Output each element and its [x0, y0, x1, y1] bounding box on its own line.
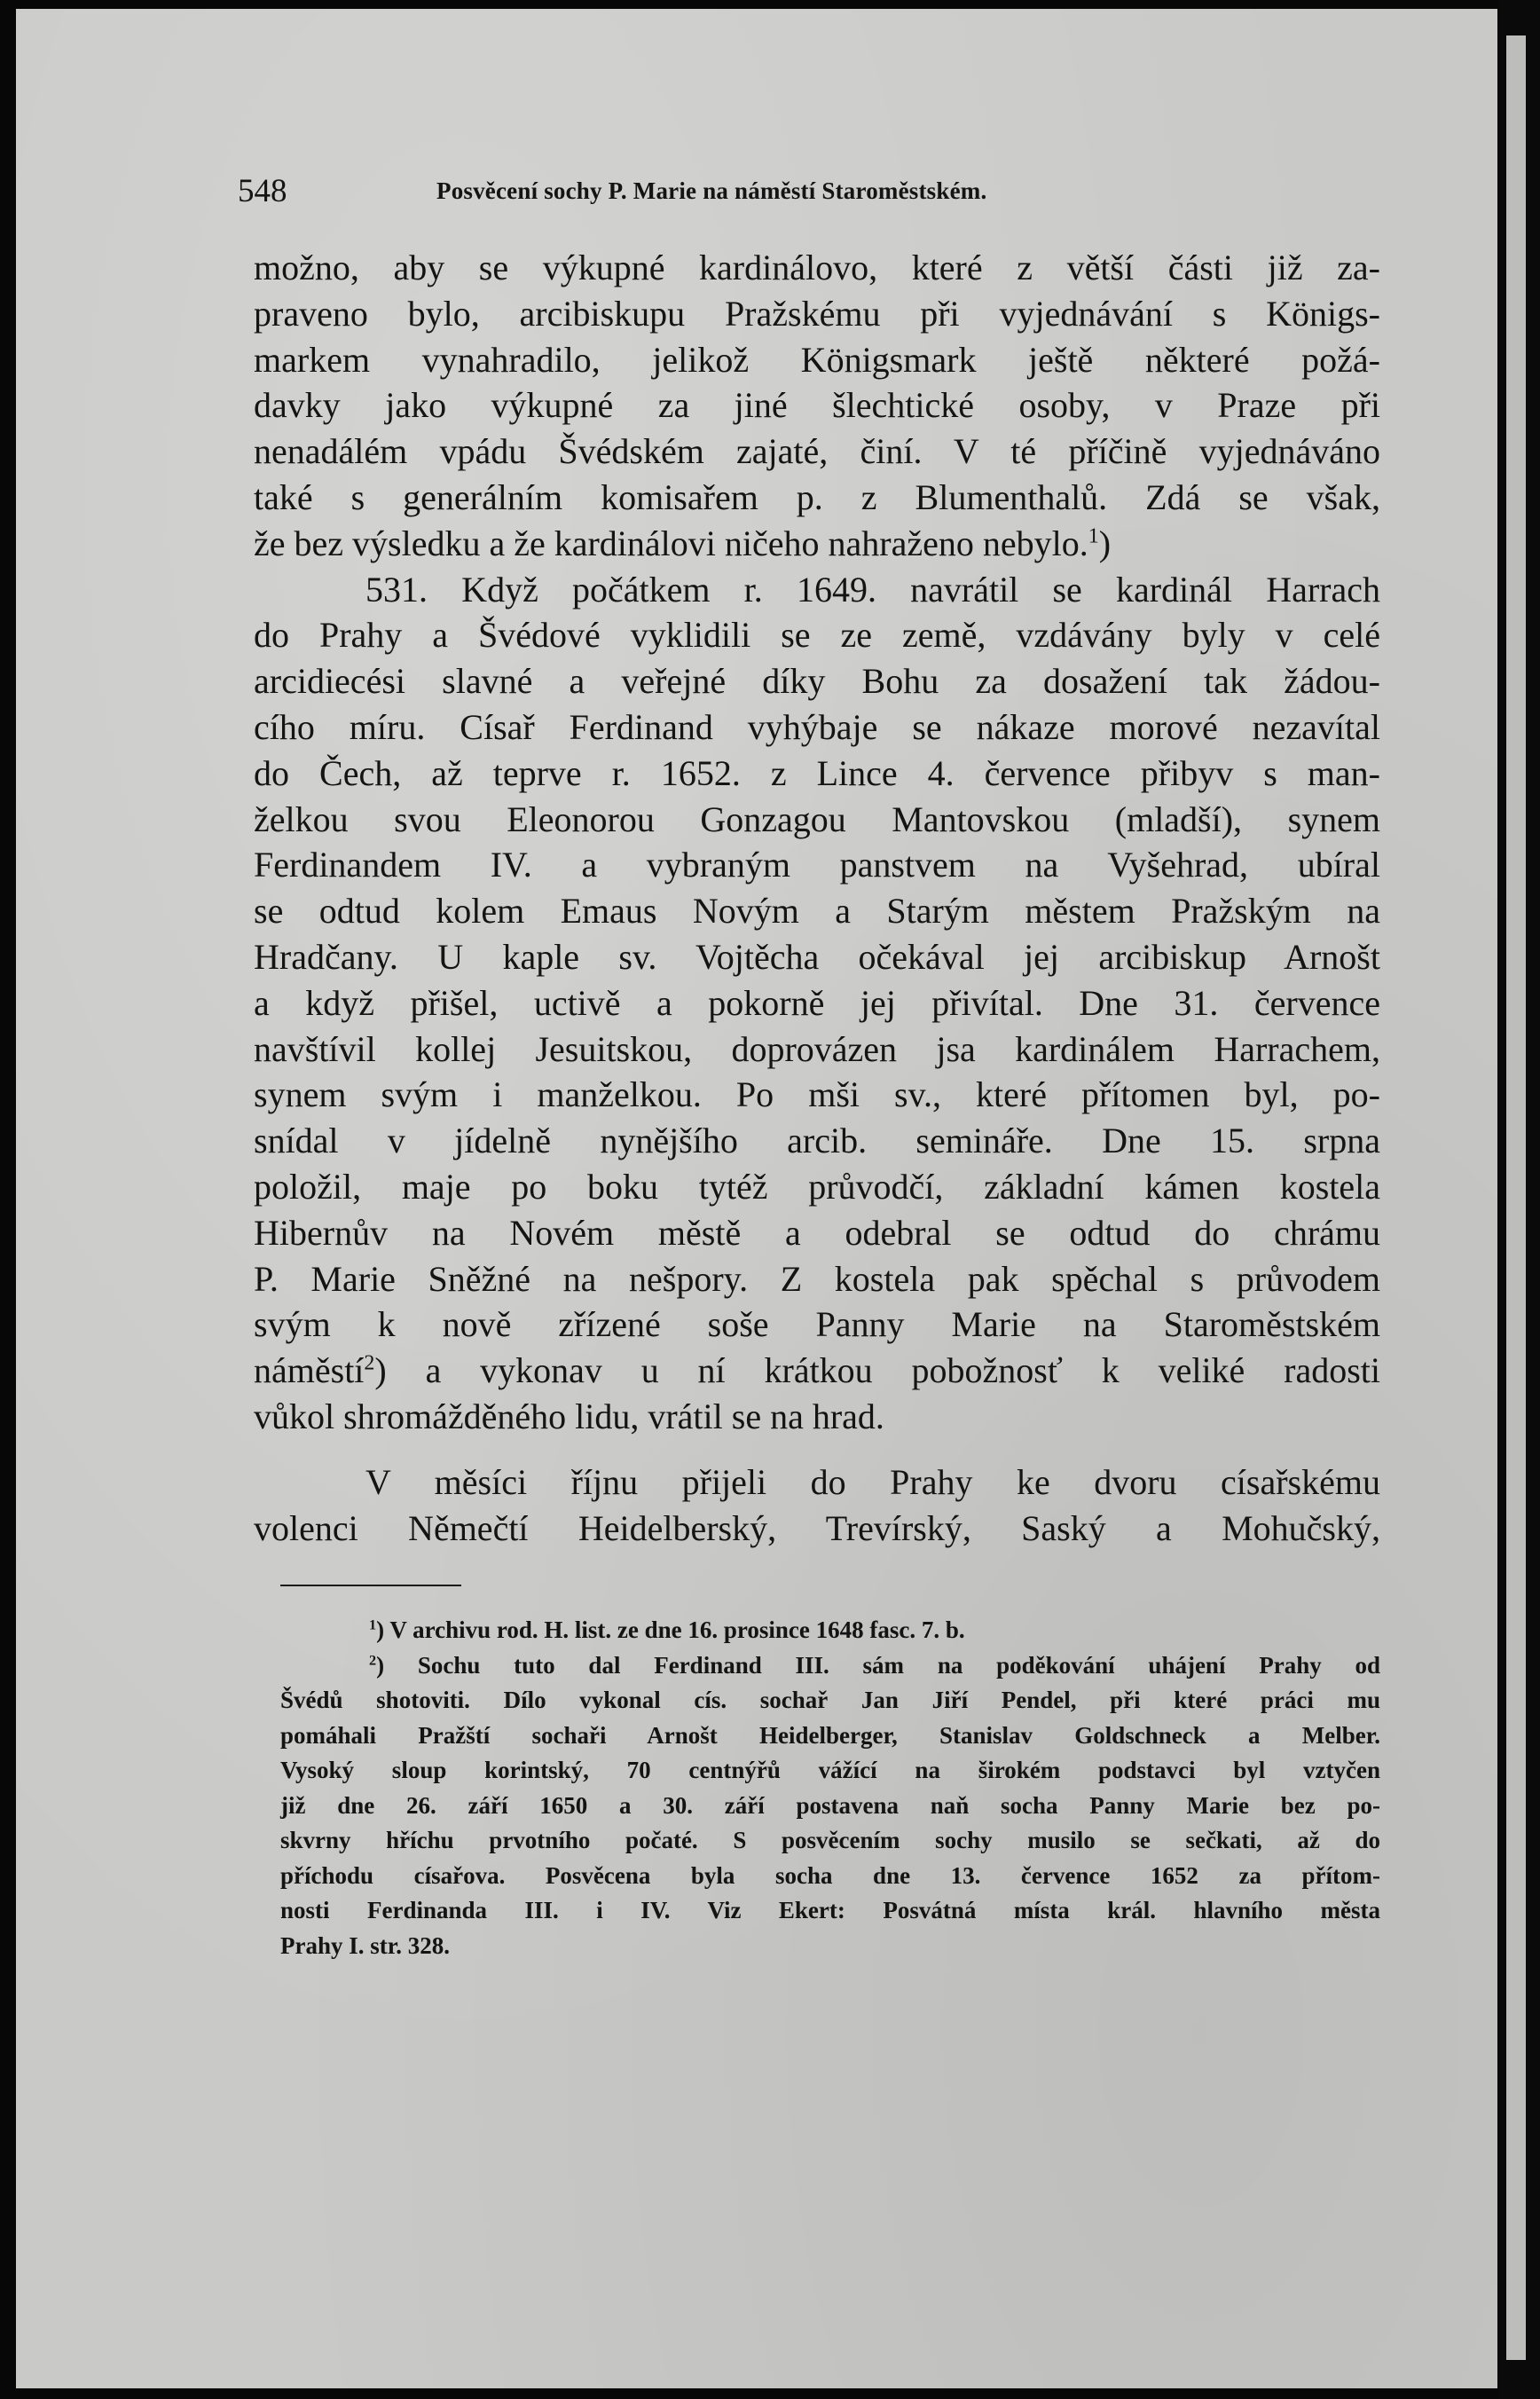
footnote-1	[280, 1613, 1380, 1648]
book-page	[16, 9, 1497, 2388]
text-line: markem vynahradilo, jelikož Königsmark ještě některé požá-	[254, 339, 1380, 380]
footnote-marker: 2	[369, 1651, 377, 1668]
text-line: do Prahy a Švédové vyklidili se ze země, vzdávány byly v celé	[254, 615, 1380, 656]
text-line: nenadálém vpádu Švédském zajaté, činí. V té příčině vyjednáváno	[254, 431, 1380, 472]
text-line: 531. Když počátkem r. 1649. navrátil se kardinál Harrach	[365, 569, 1380, 610]
footnote-line: příchodu císařova. Posvěcena byla socha dne 13. července 1652 za přítom-	[280, 1861, 1380, 1889]
text-line: možno, aby se výkupné kardinálovo, které z větší části již za-	[254, 248, 1380, 287]
text-line: vůkol shromážděného lidu, vrátil se na hrad.	[254, 1396, 884, 1436]
text-line: volenci Němečtí Heidelberský, Trevírský, Saský a Mohučský,	[254, 1507, 1380, 1548]
footnote-rule	[280, 1585, 461, 1586]
text-line: do Čech, až teprve r. 1652. z Lince 4. července přibyv s man-	[254, 752, 1380, 793]
next-page-edge	[1506, 35, 1526, 2360]
text-line: také s generálním komisařem p. z Blumenthalů. Zdá se však,	[254, 476, 1380, 517]
text-fragment: že bez výsledku a že kardinálovi ničeho nahraženo nebylo.	[254, 523, 1088, 563]
footnote-text: ) Sochu tuto dal Ferdinand III. sám na poděkování uhájení Prahy od	[376, 1651, 1380, 1679]
text-fragment: náměstí	[254, 1350, 365, 1391]
text-line: navštívil kollej Jesuitskou, doprovázen jsa kardinálem Harrachem,	[254, 1028, 1380, 1069]
text-line: praveno bylo, arcibiskupu Pražskému při vyjednávání s Königs-	[254, 293, 1380, 334]
footnote-line: Vysoký sloup korintský, 70 centnýřů vážící na širokém podstavci byl vztyčen	[280, 1757, 1380, 1783]
text-line: snídal v jídelně nynějšího arcib. semináře. Dne 15. srpna	[254, 1121, 1380, 1161]
text-line: želkou svou Eleonorou Gonzagou Mantovskou (mladší), synem	[254, 798, 1380, 839]
running-title: Posvěcení sochy P. Marie na náměstí Staroměstském.	[436, 177, 987, 204]
footnotes	[280, 1613, 1380, 1963]
footnote-line: nosti Ferdinanda III. i IV. Viz Ekert: Posvátná místa král. hlavního města	[280, 1897, 1380, 1923]
footnote-line: Prahy I. str. 328.	[280, 1931, 451, 1959]
page-number: 548	[238, 173, 287, 209]
footnote-ref-1: 1	[1088, 524, 1099, 548]
text-line: svým k nově zřízené soše Panny Marie na Staroměstském	[254, 1304, 1380, 1345]
body-text	[254, 245, 1380, 1551]
text-line: Ferdinandem IV. a vybraným panstvem na Vyšehrad, ubíral	[254, 845, 1380, 885]
footnote-line: pomáhali Pražští sochaři Arnošt Heidelberger, Stanislav Goldschneck a Melber.	[280, 1721, 1380, 1749]
text-line	[254, 1348, 1380, 1394]
text-line: že bez výsledku a že kardinálovi ničeho nahraženo nebylo.$^1$)	[254, 523, 1112, 563]
text-fragment: ) a vykonav u ní krátkou pobožnosť k veliké radosti	[374, 1350, 1380, 1391]
text-line: položil, maje po boku tytéž průvodčí, základní kámen kostela	[254, 1166, 1380, 1207]
text-line: a když přišel, uctivě a pokorně jej přivítal. Dne 31. července	[254, 982, 1380, 1023]
text-line: cího míru. Císař Ferdinand vyhýbaje se nákaze morové nezavítal	[254, 706, 1380, 747]
footnote-marker: 1	[369, 1616, 377, 1633]
footnote-ref-2: 2	[364, 1351, 375, 1375]
footnote-line: již dne 26. září 1650 a 30. září postavena naň socha Panny Marie bez po-	[280, 1791, 1380, 1819]
footnote-line: skvrny hříchu prvotního počaté. S posvěcením sochy musilo se sečkati, až do	[280, 1827, 1380, 1853]
text-line: se odtud kolem Emaus Novým a Starým městem Pražským na	[254, 891, 1380, 932]
footnote-line: Švédů shotoviti. Dílo vykonal cís. sochař Jan Jiří Pendel, při které práci mu	[280, 1687, 1380, 1713]
text-line: synem svým i manželkou. Po mši sv., které přítomen byl, po-	[254, 1074, 1380, 1115]
footnote-2	[280, 1648, 1380, 1684]
footnote-text: ) V archivu rod. H. list. ze dne 16. prosince 1648 fasc. 7. b.	[376, 1616, 965, 1643]
text-line: Hradčany. U kaple sv. Vojtěcha očekával jej arcibiskup Arnošt	[254, 936, 1380, 977]
text-line: arcidiecési slavné a veřejné díky Bohu za dosažení tak žádou-	[254, 661, 1380, 702]
page-header	[238, 165, 1391, 209]
text-line: P. Marie Sněžné na nešpory. Z kostela pak spěchal s průvodem	[254, 1258, 1380, 1299]
text-line: V měsíci říjnu přijeli do Prahy ke dvoru císařskému	[365, 1461, 1380, 1502]
text-line: Hibernův na Novém městě a odebral se odtud do chrámu	[254, 1212, 1380, 1253]
text-line: davky jako výkupné za jiné šlechtické osoby, v Praze při	[254, 385, 1380, 426]
